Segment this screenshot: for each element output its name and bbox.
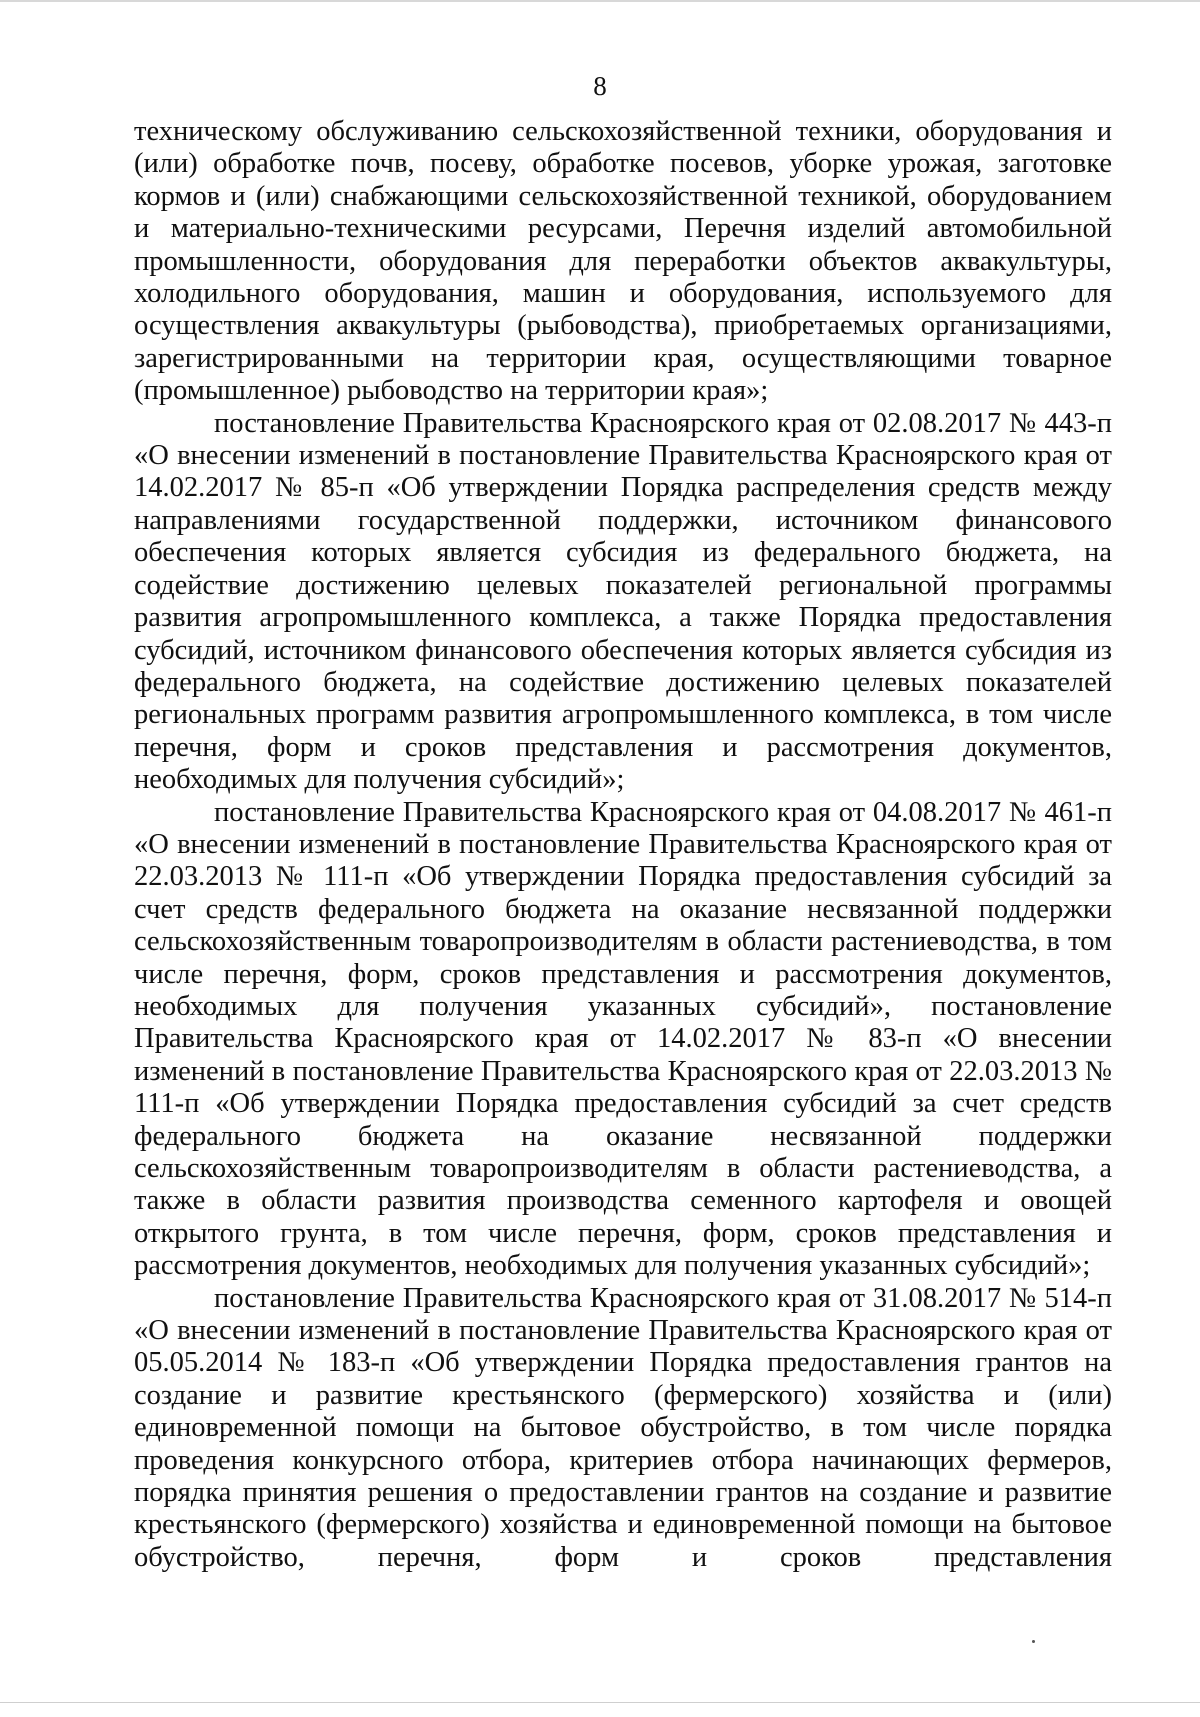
scan-edge-top xyxy=(0,0,1200,2)
paragraph-continuation: техническому обслуживанию сельскохозяйственной техники, оборудования и (или) обработке почв, посеву, обработке посевов, уборке урожая, заготовке кормов и (или) снабжающими сельскохозяйственной техникой, оборудованием и материально-техническими ресурсами, Перечня изделий автомобильной промышленности, оборудования для переработки объектов аквакультуры, холодильного оборудования, машин и оборудования, используемого для осуществления аквакультуры (рыбоводства), приобретаемых организациями, зарегистрированными на территории края, осуществляющими товарное (промышленное) рыбоводство на территории края»; xyxy=(134,116,1112,407)
paragraph-resolution-461: постановление Правительства Красноярского края от 04.08.2017 № 461-п «О внесении изменений в постановление Правительства Красноярского края от 22.03.2013 № 111-п «Об утверждении Порядка предоставления субсидий за счет средств федерального бюджета на оказание несвязанной поддержки сельскохозяйственным товаропроизводителям в области растениеводства, в том числе перечня, форм, сроков представления и рассмотрения документов, необходимых для получения указанных субсидий», постановление Правительства Красноярского края от 14.02.2017 № 83-п «О внесении изменений в постановление Правительства Красноярского края от 22.03.2013 № 111-п «Об утверждении Порядка предоставления субсидий за счет средств федерального бюджета на оказание несвязанной поддержки сельскохозяйственным товаропроизводителям в области растениеводства, а также в области развития производства семенного картофеля и овощей открытого грунта, в том числе перечня, форм, сроков представления и рассмотрения документов, необходимых для получения указанных субсидий»; xyxy=(134,796,1112,1282)
page-number: 8 xyxy=(593,71,607,101)
scan-edge-bottom xyxy=(0,1702,1200,1703)
paragraph-resolution-443: постановление Правительства Красноярского края от 02.08.2017 № 443-п «О внесении изменений в постановление Правительства Красноярского края от 14.02.2017 № 85-п «Об утверждении Порядка распределения средств между направлениями государственной поддержки, источником финансового обеспечения которых является субсидия из федерального бюджета, на содействие достижению целевых показателей региональной программы развития агропромышленного комплекса, а также Порядка предоставления субсидий, источником финансового обеспечения которых является субсидия из федерального бюджета, на содействие достижению целевых показателей региональных программ развития агропромышленного комплекса, в том числе перечня, форм и сроков представления и рассмотрения документов, необходимых для получения субсидий»; xyxy=(134,407,1112,796)
paragraph-resolution-514: постановление Правительства Красноярского края от 31.08.2017 № 514-п «О внесении изменений в постановление Правительства Красноярского края от 05.05.2014 № 183-п «Об утверждении Порядка предоставления грантов на создание и развитие крестьянского (фермерского) хозяйства и (или) единовременной помощи на бытовое обустройство, в том числе порядка проведения конкурсного отбора, критериев отбора начинающих фермеров, порядка принятия решения о предоставлении грантов на создание и развитие крестьянского (фермерского) хозяйства и единовременной помощи на бытовое обустройство, перечня, форм и сроков представления xyxy=(134,1282,1112,1573)
document-body xyxy=(134,116,1112,1574)
scan-speck xyxy=(1032,1640,1035,1643)
